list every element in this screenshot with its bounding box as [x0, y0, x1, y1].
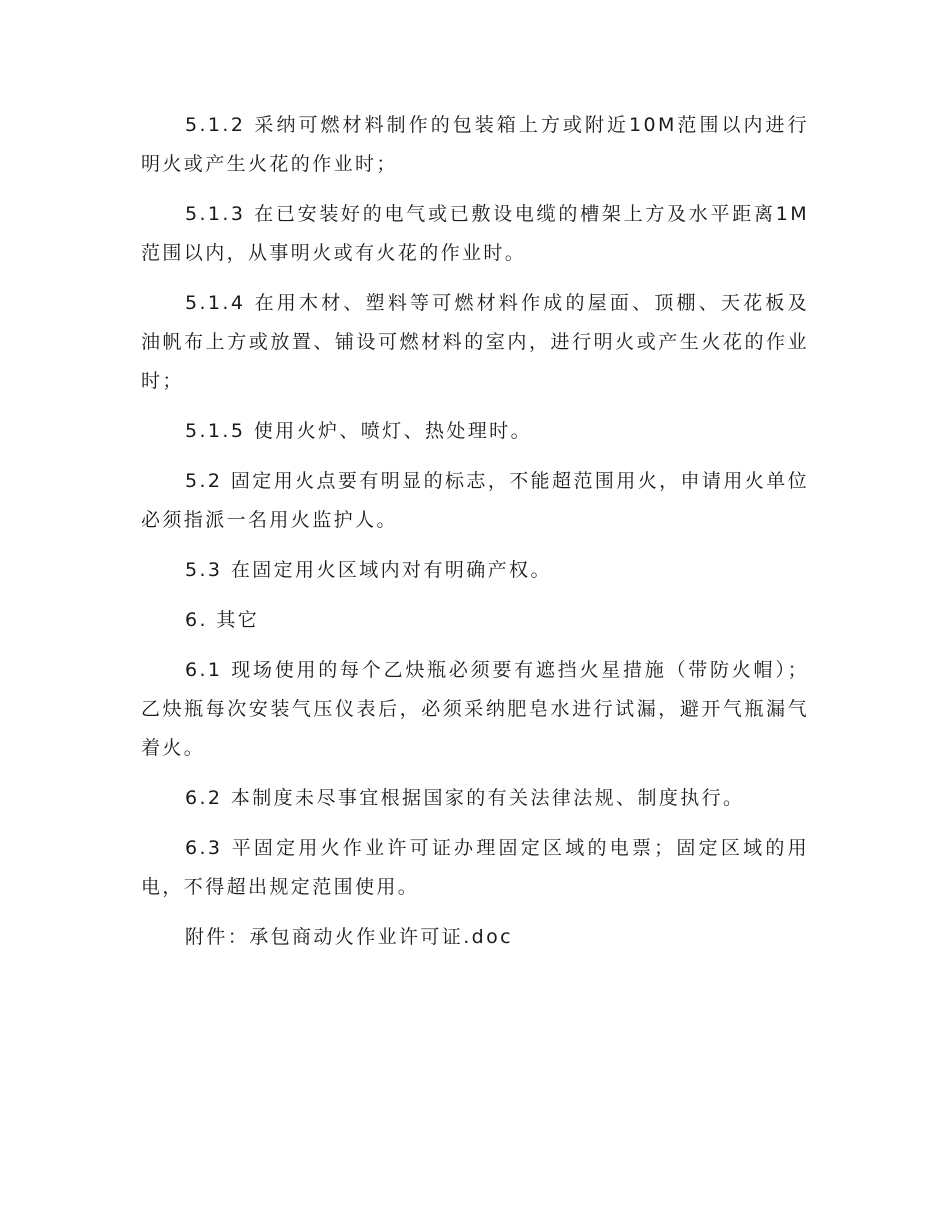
document-body [141, 106, 809, 968]
paragraph-6-3: 6.3 平固定用火作业许可证办理固定区域的电票；固定区域的用电，不得超出规定范围使用。 [141, 837, 809, 898]
paragraph-5-1-5: 5.1.5 使用火炉、喷灯、热处理时。 [185, 420, 532, 442]
paragraph-5-1-3: 5.1.3 在已安装好的电气或已敷设电缆的槽架上方及水平距离1M范围以内，从事明火或有火花的作业时。 [141, 203, 809, 264]
paragraph-5-1-4: 5.1.4 在用木材、塑料等可燃材料作成的屋面、顶棚、天花板及油帆布上方或放置、铺设可燃材料的室内，进行明火或产生火花的作业时； [141, 292, 809, 392]
paragraph-5-2: 5.2 固定用火点要有明显的标志，不能超范围用火，申请用火单位必须指派一名用火监护人。 [141, 470, 809, 531]
paragraph-6-1: 6.1 现场使用的每个乙炔瓶必须要有遮挡火星措施（带防火帽）；乙炔瓶每次安装气压仪表后，必须采纳肥皂水进行试漏，避开气瓶漏气着火。 [141, 659, 809, 759]
paragraph-5-1-2: 5.1.2 采纳可燃材料制作的包装箱上方或附近10M范围以内进行明火或产生火花的作业时； [141, 114, 809, 175]
paragraph-6-2: 6.2 本制度未尽事宜根据国家的有关法律法规、制度执行。 [185, 787, 745, 809]
paragraph-5-3: 5.3 在固定用火区域内对有明确产权。 [185, 559, 552, 581]
section-heading-6: 6. 其它 [185, 609, 260, 631]
attachment-line: 附件：承包商动火作业许可证.doc [185, 926, 513, 948]
